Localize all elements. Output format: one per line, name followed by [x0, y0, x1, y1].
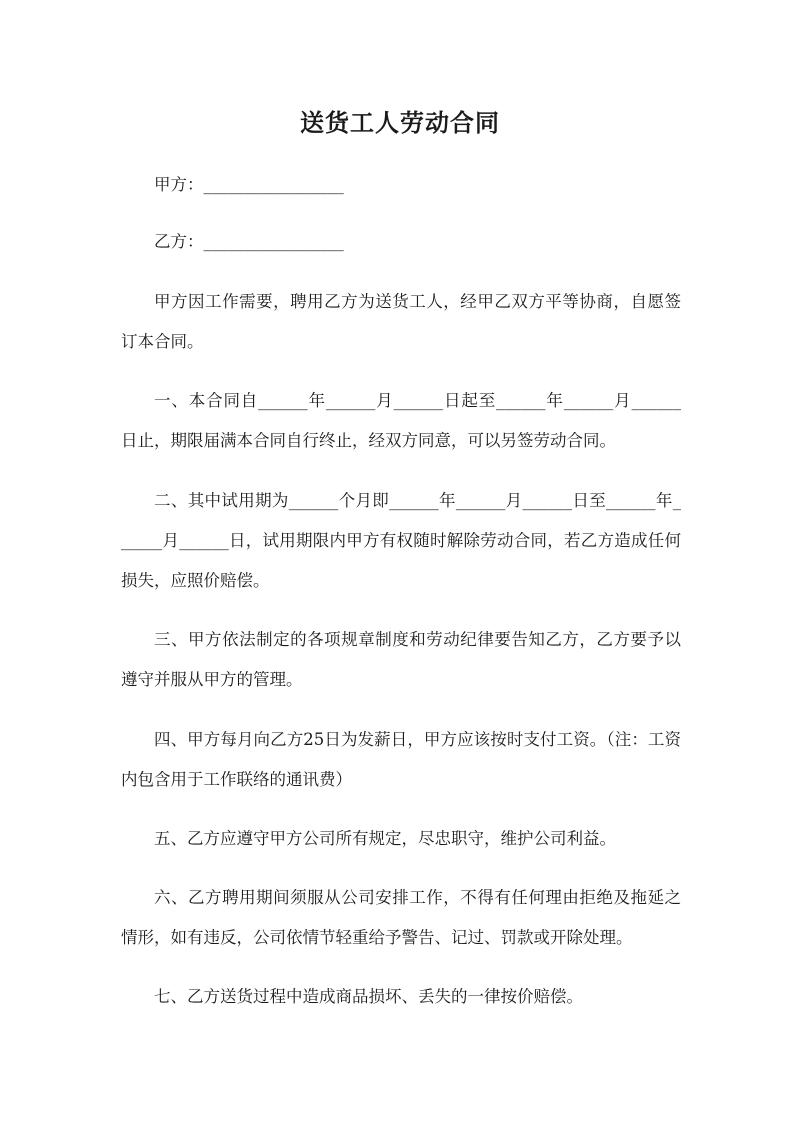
party-b-line: 乙方：_________________ [154, 232, 344, 251]
clause-7: 七、乙方送货过程中造成商品损坏、丢失的一律按价赔偿。 [154, 987, 583, 1006]
clause-2: 二、其中试用期为______个月即______年______月______日至______年______月______日，试用期限内甲方有权随时解除劳动合同，若乙方造成任何损失，应照价赔偿。 [121, 491, 681, 590]
clause-1: 一、本合同自______年______月______日起至______年______月______日止，期限届满本合同自行终止，经双方同意，可以另签劳动合同。 [121, 391, 681, 450]
party-a-line: 甲方：_________________ [154, 175, 344, 194]
clause-3: 三、甲方依法制定的各项规章制度和劳动纪律要告知乙方，乙方要予以遵守并服从甲方的管理。 [121, 630, 681, 689]
clause-5: 五、乙方应遵守甲方公司所有规定，尽忠职守，维护公司利益。 [154, 829, 616, 848]
clause-4: 四、甲方每月向乙方25日为发薪日，甲方应该按时支付工资。（注：工资内包含用于工作联络的通讯费） [121, 730, 681, 789]
clause-6: 六、乙方聘用期间须服从公司安排工作，不得有任何理由拒绝及拖延之情形，如有违反，公司依情节轻重给予警告、记过、罚款或开除处理。 [121, 888, 681, 947]
document-title: 送货工人劳动合同 [300, 108, 500, 137]
intro-paragraph: 甲方因工作需要，聘用乙方为送货工人，经甲乙双方平等协商，自愿签订本合同。 [121, 292, 681, 351]
